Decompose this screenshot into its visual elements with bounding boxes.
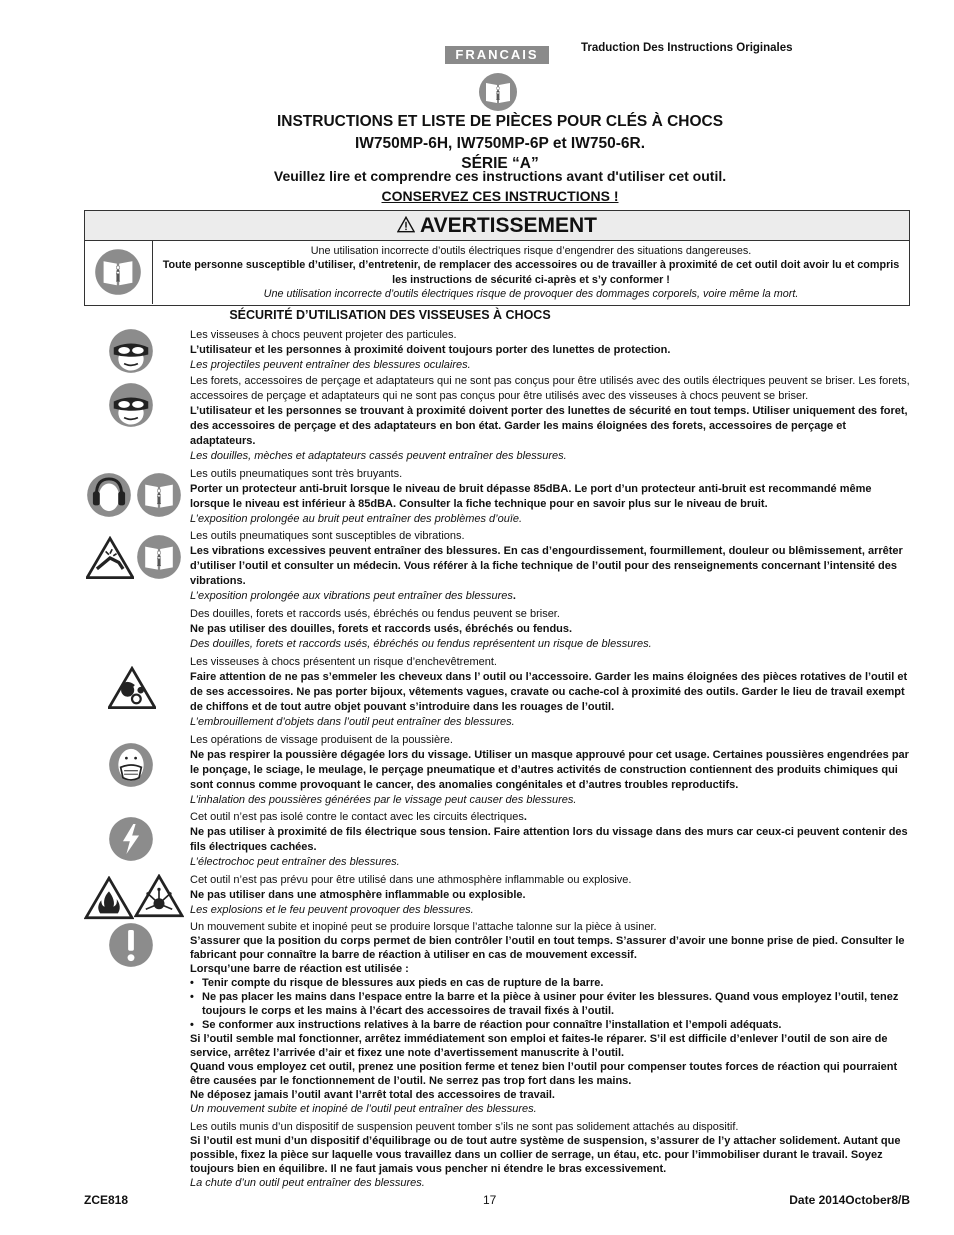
block-bold: L’utilisateur et les personnes à proximité doivent toujours porter des lunettes de protection. bbox=[190, 343, 671, 356]
block-italic: Un mouvement subite et inopiné de l’outil peut entraîner des blessures. bbox=[190, 1103, 537, 1115]
warning-text bbox=[155, 244, 907, 301]
block-bold: Quand vous employez cet outil, prenez une position ferme et tenez bien l’outil pour compenser toutes forces de réaction qui pourraient être causées par le fonctionnement de l’outil. Ne serrez pas trop fort dans les mains. bbox=[190, 1061, 898, 1087]
block-italic-text: L’exposition prolongée aux vibrations peut entraîner des blessures bbox=[190, 589, 513, 602]
block-normal: Des douilles, forets et raccords usés, ébréchés ou fendus peuvent se briser. bbox=[190, 608, 560, 620]
general-warning-icon bbox=[108, 922, 154, 968]
warning-line3: Une utilisation incorrecte d’outils électriques risque de provoquer des dommages corporels, voire même la mort. bbox=[263, 287, 799, 300]
entanglement-warning-icon bbox=[108, 666, 156, 710]
warning-icon-cell bbox=[85, 241, 153, 304]
block-normal: Les outils pneumatiques sont très bruyants. bbox=[190, 468, 403, 480]
block-bold: Ne déposez jamais l’outil avant l’arrêt total des accessoires de travail. bbox=[190, 1089, 555, 1101]
block-italic: Des douilles, forets et raccords usés, ébréchés ou fendus représentent un risque de blessures. bbox=[190, 637, 652, 650]
vibration-warning-icon bbox=[86, 536, 134, 580]
read-note: Veuillez lire et comprendre ces instructions avant d'utiliser cet outil. bbox=[273, 168, 727, 184]
block-eyes-particles bbox=[190, 328, 910, 373]
keep-instructions bbox=[0, 188, 954, 204]
block-italic: Les explosions et le feu peuvent provoquer des blessures. bbox=[190, 903, 474, 916]
page-number: 17 bbox=[483, 1193, 497, 1207]
block-bold: Lorsqu’une barre de réaction est utilisée : bbox=[190, 963, 409, 975]
list-item: • Se conformer aux instructions relatives à la barre de réaction pour connaître l’installation et l’empoli adéquats. bbox=[190, 1018, 910, 1032]
block-italic: L’embrouillement d’objets dans l’outil peut entraîner des blessures. bbox=[190, 715, 515, 728]
flammable-warning-icon bbox=[84, 876, 134, 920]
block-dust bbox=[190, 733, 910, 808]
keep-instructions-text: CONSERVEZ CES INSTRUCTIONS ! bbox=[381, 188, 619, 204]
block-normal-end: . bbox=[523, 811, 527, 823]
block-normal bbox=[190, 810, 910, 825]
warning-line2: Toute personne susceptible d’utiliser, d’entretenir, de remplacer des accessoires ou de travailler à proximité de cet outil doit avoir lu et compris les instructions de sécurité ci-après et s’y conformer ! bbox=[162, 259, 900, 286]
block-bold: Ne pas utiliser des douilles, forets et raccords usés, ébréchés ou fendus. bbox=[190, 622, 573, 635]
block-suspension bbox=[190, 1120, 910, 1190]
manual-icon bbox=[136, 472, 182, 518]
translation-note: Traduction Des Instructions Originales bbox=[581, 42, 793, 54]
manual-icon bbox=[478, 72, 518, 112]
block-italic: La chute d’un outil peut entraîner des blessures. bbox=[190, 1177, 425, 1189]
block-italic: Les projectiles peuvent entraîner des blessures oculaires. bbox=[190, 358, 471, 371]
reaction-bar-list bbox=[190, 976, 910, 1032]
block-normal: Les opérations de vissage produisent de la poussière. bbox=[190, 734, 453, 746]
block-eyes-bits bbox=[190, 374, 910, 463]
block-normal: Les outils pneumatiques sont susceptibles de vibrations. bbox=[190, 530, 465, 542]
block-normal: Les forets, accessoires de perçage et adaptateurs qui ne sont pas conçus pour être utilisés avec des outils électriques peuvent se briser. Les forets, accessoires de perçage et adaptateurs qui ne sont pas conçus pour être utilisés avec des visseuses à chocs peuvent se briser. bbox=[190, 375, 910, 402]
series-label: SÉRIE “A” bbox=[461, 155, 539, 172]
block-bold: Ne pas utiliser dans une atmosphère inflammable ou explosible. bbox=[190, 888, 526, 901]
manual-icon bbox=[136, 534, 182, 580]
list-item: • Tenir compte du risque de blessures aux pieds en cas de rupture de la barre. bbox=[190, 976, 910, 990]
block-bold: Faire attention de ne pas s’emmeler les cheveux dans l’ outil ou l’accessoire. Garder les mains éloignées des pièces rotatives de l’outil et de ses accessoires. Ne pas porter bijoux, vêtements vagues, cravate ou cache-col à proximité des outils. Garder le lieu de travail exempt de chiffons et de tout autre objet pouvant s’introduire dans les rouages de l’outil. bbox=[190, 670, 908, 713]
ear-protection-icon bbox=[86, 472, 132, 518]
warning-title: AVERTISSEMENT bbox=[420, 214, 598, 237]
electric-shock-icon bbox=[108, 816, 154, 862]
block-electric bbox=[190, 810, 910, 870]
block-bold: Ne pas utiliser à proximité de fils électrique sous tension. Faire attention lors du vissage dans des murs car ceux-ci peuvent contenir des fils électriques cachées. bbox=[190, 825, 908, 853]
safety-goggles-icon bbox=[108, 382, 154, 428]
block-explosive bbox=[190, 873, 910, 918]
block-vibration bbox=[190, 529, 910, 604]
block-italic: L’électrochoc peut entraîner des blessures. bbox=[190, 855, 400, 868]
warning-header bbox=[85, 211, 909, 241]
model-list: IW750MP-6H, IW750MP-6P et IW750-6R. bbox=[355, 135, 645, 152]
block-bold: Si l’outil est muni d’un dispositif d’équilibrage ou de tout autre système de suspension, s’assurer de l’y attacher solidement. Autant que possible, fixez la pièce sur laquelle vous travaillez dans un collier de serrage, un étau, etc. pour l’immobiliser durant le travail. Soyez toujours bien en équilibre. Il ne faut jamais vous pencher ni étendre le bras excessivement. bbox=[190, 1135, 901, 1175]
manual-icon bbox=[94, 248, 142, 296]
explosive-warning-icon bbox=[134, 874, 184, 918]
block-noise bbox=[190, 467, 910, 527]
block-normal: Les visseuses à chocs présentent un risque d’enchevêtrement. bbox=[190, 656, 497, 668]
block-italic: Les douilles, mèches et adaptateurs cassés peuvent entraîner des blessures. bbox=[190, 449, 567, 462]
block-bold: L’utilisateur et les personnes se trouvant à proximité doivent porter des lunettes de sécurité en tout temps. Utiliser uniquement des foret, des accessoires de perçage et des adaptateurs en bon état. Garder les mains éloignées des forets, accessoires de perçage et adaptateurs. bbox=[190, 404, 908, 447]
block-italic-end: . bbox=[512, 589, 516, 602]
block-normal: Cet outil n’est pas prévu pour être utilisé dans une athmosphère inflammable ou explosive. bbox=[190, 874, 632, 886]
block-italic: L’exposition prolongée au bruit peut entraîner des problèmes d’ouïe. bbox=[190, 512, 523, 525]
page-title: INSTRUCTIONS ET LISTE DE PIÈCES POUR CLÉS À CHOCS bbox=[276, 113, 724, 130]
section-title: SÉCURITÉ D’UTILISATION DES VISSEUSES À CHOCS bbox=[229, 308, 551, 322]
warning-triangle-icon bbox=[397, 216, 415, 233]
safety-goggles-icon bbox=[108, 328, 154, 374]
language-badge: FRANCAIS bbox=[445, 46, 549, 64]
block-bold: Les vibrations excessives peuvent entraîner des blessures. En cas d’engourdissement, fourmillement, douleur ou blêmissement, arrêter d’utiliser l’outil et consulter un médecin. Vous référer à la fiche technique de l’outil pour des renseignements concernant l’intensité des vibrations. bbox=[190, 544, 903, 587]
block-reaction bbox=[190, 920, 910, 1116]
warning-box bbox=[84, 210, 910, 306]
block-entanglement bbox=[190, 655, 910, 730]
dust-mask-icon bbox=[108, 742, 154, 788]
block-italic bbox=[190, 589, 910, 604]
document-date: Date 2014October8/B bbox=[789, 1193, 910, 1207]
block-italic: L’inhalation des poussières générées par le vissage peut causer des blessures. bbox=[190, 793, 577, 806]
block-bold: Ne pas respirer la poussière dégagée lors du vissage. Utiliser un masque approuvé pour cet usage. Certaines poussières engendrées par le ponçage, le sciage, le meulage, le perçage pneumatique et d’autres activités de construction contiennent des produits chimiques qui sont connus comme provoquant le cancer, des anomalies congénitales et d’autres troubles reproductifs. bbox=[190, 748, 909, 791]
block-bold: S’assurer que la position du corps permet de bien contrôler l’outil en tout temps. S’assurer d’avoir une bonne prise de pied. Consulter le fabricant pour connaître la barre de réaction à utiliser en cas de mouvement excessif. bbox=[190, 935, 905, 961]
list-item: • Ne pas placer les mains dans l’espace entre la barre et la pièce à usiner pour éviter les blessures. Quand vous employez l’outil, tenez toujours le corps et les mains à l’écart des accessoires de travail fixés à l’outil. bbox=[190, 990, 910, 1018]
warning-line1: Une utilisation incorrecte d’outils électriques risque d’engendrer des situations dangereuses. bbox=[310, 245, 752, 257]
block-bold: Si l’outil semble mal fonctionner, arrêtez immédiatement son emploi et faites-le réparer. S’il est difficile d’enlever l’outil de son aire de service, arrêtez l’arrivée d’air et fixez une note d’avertissement manuscrite à l’outil. bbox=[190, 1033, 888, 1059]
block-normal: Les outils munis d’un dispositif de suspension peuvent tomber s’ils ne sont pas solidement attachés au dispositif. bbox=[190, 1121, 739, 1133]
block-bold: Porter un protecteur anti-bruit lorsque le niveau de bruit dépasse 85dBA. Le port d’un protecteur anti-bruit est recommandé même lorsque le niveau est inférieur à 85dBA. Consulter la fiche technique pour en savoir plus sur le niveau de bruit. bbox=[190, 482, 872, 510]
document-code: ZCE818 bbox=[84, 1193, 129, 1207]
block-normal: Les visseuses à chocs peuvent projeter des particules. bbox=[190, 329, 457, 341]
block-sockets bbox=[190, 607, 910, 652]
block-normal: Un mouvement subite et inopiné peut se produire lorsque l’attache talonne sur la pièce à usiner. bbox=[190, 921, 657, 933]
block-normal-text: Cet outil n’est pas isolé contre le contact avec les circuits électriques bbox=[190, 811, 524, 823]
